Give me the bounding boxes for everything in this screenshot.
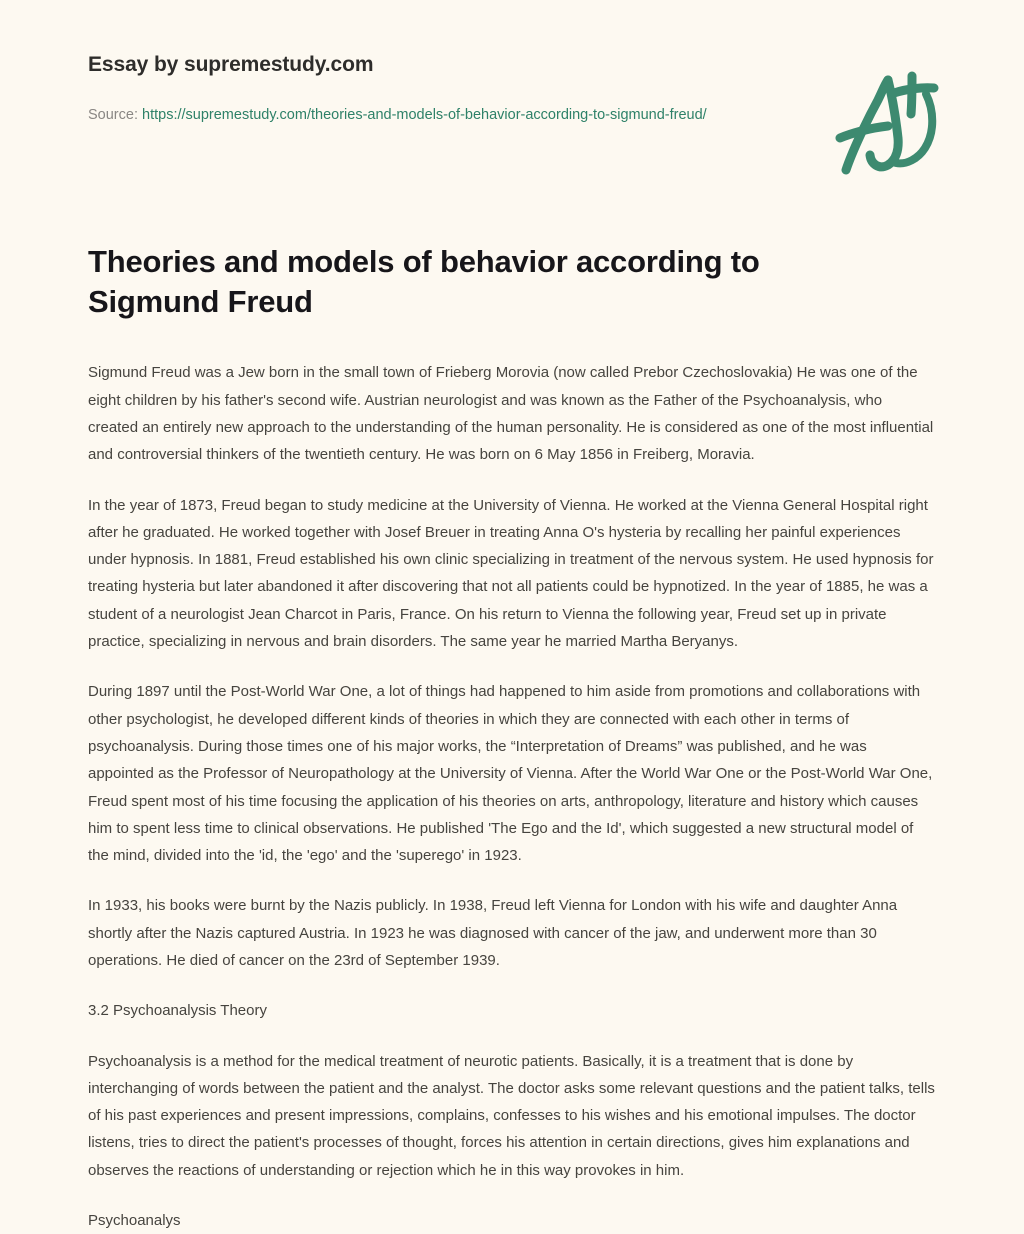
- article: [0, 186, 1024, 1234]
- paragraph-2: In the year of 1873, Freud began to study medicine at the University of Vienna. He worked at the Vienna General Hospital right after he graduated. He worked together with Josef Breuer in treating Anna O's hysteria by recalling her painful experiences under hypnosis. In 1881, Freud established his own clinic specializing in treatment of the nervous system. He used hypnosis for treating hysteria but later abandoned it after discovering that not all patients could be hypnotized. In the year of 1885, he was a student of a neurologist Jean Charcot in Paris, France. On his return to Vienna the following year, Freud set up in private practice, specializing in nervous and brain disorders. The same year he married Martha Beryanys.: [88, 496, 934, 651]
- paragraph-4: In 1933, his books were burnt by the Nazis publicly. In 1938, Freud left Vienna for London with his wife and daughter Anna shortly after the Nazis captured Austria. In 1923 he was diagnosed with cancer of the jaw, and underwent more than 30 operations. He died of cancer on the 23rd of September 1939.: [88, 897, 898, 969]
- page-title: Theories and models of behavior according to Sigmund Freud: [88, 244, 760, 319]
- source-label: Source:: [88, 107, 138, 124]
- article-body: [88, 359, 936, 1234]
- paragraph-6-truncated: Psychoanalys: [88, 1212, 181, 1230]
- paragraph-5: Psychoanalysis is a method for the medical treatment of neurotic patients. Basically, it is a treatment that is done by interchanging of words between the patient and the analyst. The doctor asks some relevant questions and the patient talks, tells of his past experiences and present impressions, complains, confesses to his wishes and his emotional impulses. The doctor listens, tries to direct the patient's processes of thought, forces his attention in certain directions, gives him explanations and observes the reactions of understanding or rejection which he in this way provokes in him.: [88, 1052, 935, 1179]
- source-line: [88, 103, 728, 128]
- document-header: [0, 0, 1024, 186]
- a-plus-logo: [826, 66, 946, 182]
- paragraph-3: During 1897 until the Post-World War One, a lot of things had happened to him aside from promotions and collaborations with other psychologist, he developed different kinds of theories in which they are connected with each other in terms of psychoanalysis. During those times one of his major works, the “Interpretation of Dreams” was published, and he was appointed as the Professor of Neuropathology at the University of Vienna. After the World War One or the Post-World War One, Freud spent most of his time focusing the application of his theories on arts, anthropology, literature and history which causes him to spent less time to clinical observations. He published 'The Ego and the Id', which suggested a new structural model of the mind, divided into the 'id, the 'ego' and the 'superego' in 1923.: [88, 683, 933, 865]
- section-heading-psychoanalysis-theory: 3.2 Psychoanalysis Theory: [88, 1002, 267, 1020]
- source-url-link[interactable]: https://supremestudy.com/theories-and-models-of-behavior-according-to-sigmund-freud/: [142, 107, 707, 124]
- paragraph-1: Sigmund Freud was a Jew born in the small town of Frieberg Morovia (now called Prebor Czechoslovakia) He was one of the eight children by his father's second wife. Austrian neurologist and was known as the Father of the Psychoanalysis, who created an entirely new approach to the understanding of the human personality. He is considered as one of the most influential and controversial thinkers of the twentieth century. He was born on 6 May 1856 in Freiberg, Moravia.: [88, 364, 934, 464]
- brand-title: Essay by supremestudy.com: [88, 53, 374, 76]
